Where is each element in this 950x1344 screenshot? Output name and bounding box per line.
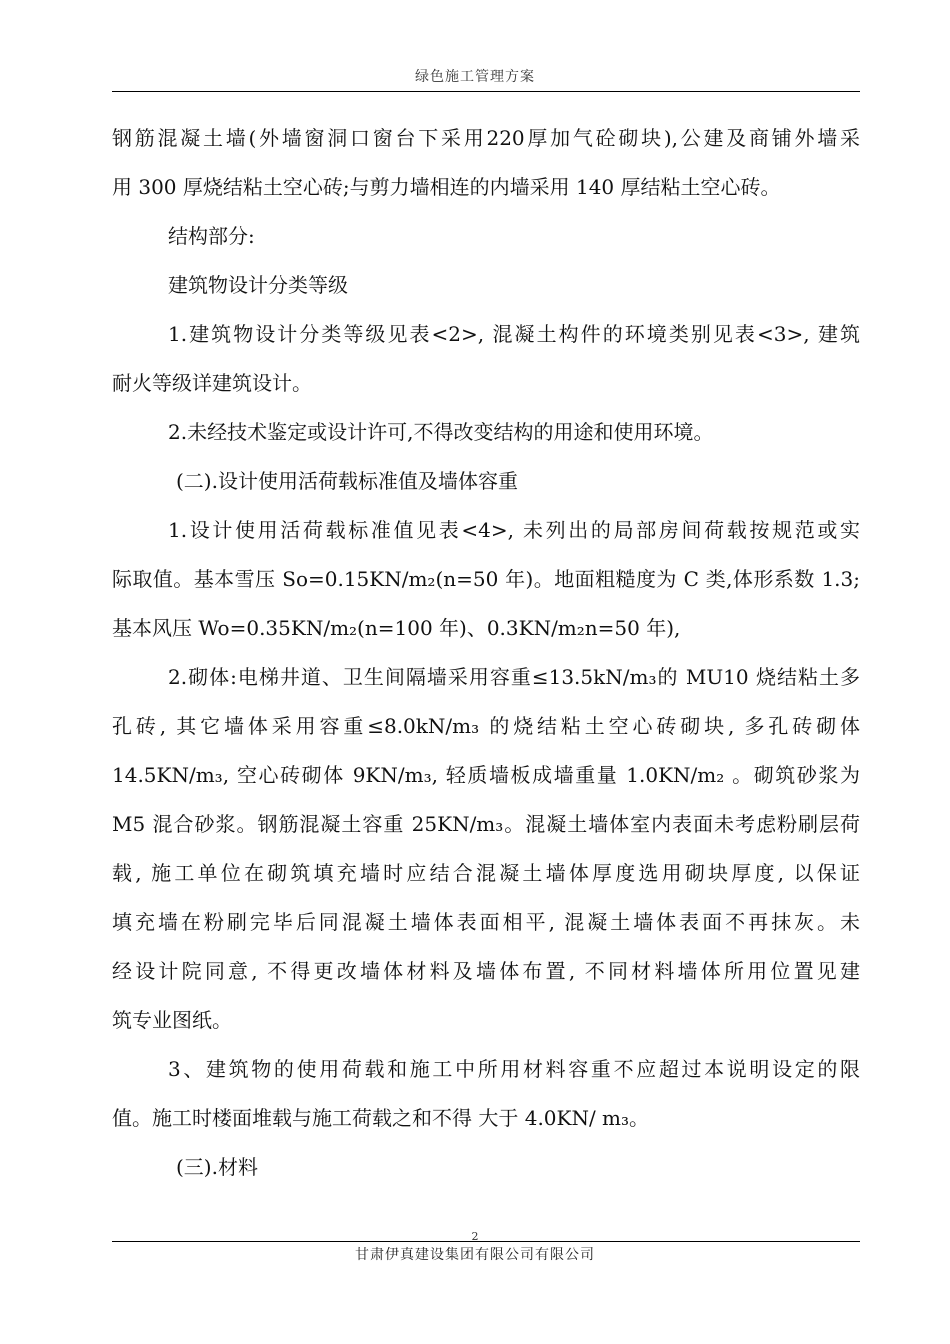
paragraph-line: 载, 施工单位在砌筑填充墙时应结合混凝土墙体厚度选用砌块厚度, 以保证 xyxy=(112,861,860,885)
paragraph-line: 筑专业图纸。 xyxy=(112,1008,232,1032)
paragraph-line: 经设计院同意, 不得更改墙体材料及墙体布置, 不同材料墙体所用位置见建 xyxy=(112,959,860,983)
footer-company-name: 甘肃伊真建设集团有限公司有限公司 xyxy=(355,1247,595,1263)
header-title: 绿色施工管理方案 xyxy=(415,69,535,85)
paragraph-line: 14.5KN/m₃, 空心砖砌体 9KN/m₃, 轻质墙板成墙重量 1.0KN/m₂ 。砌筑砂浆为 xyxy=(112,763,860,787)
section-heading: 建筑物设计分类等级 xyxy=(168,273,348,297)
paragraph-line: 1.建筑物设计分类等级见表<2>, 混凝土构件的环境类别见表<3>, 建筑 xyxy=(168,322,860,346)
paragraph-line: 耐火等级详建筑设计。 xyxy=(112,371,312,395)
section-heading: (二).设计使用活荷载标准值及墙体容重 xyxy=(176,469,518,493)
footer-divider xyxy=(112,1241,860,1242)
paragraph-line: 填充墙在粉刷完毕后同混凝土墙体表面相平, 混凝土墙体表面不再抹灰。未 xyxy=(112,910,860,934)
paragraph-line: 钢筋混凝土墙(外墙窗洞口窗台下采用220厚加气砼砌块),公建及商铺外墙采 xyxy=(112,126,860,150)
paragraph-line: 际取值。基本雪压 So=0.15KN/m₂(n=50 年)。地面粗糙度为 C 类,体形系数 1.3; xyxy=(112,567,860,591)
header-divider xyxy=(112,91,860,92)
section-heading: 结构部分: xyxy=(168,224,255,248)
document-body xyxy=(112,114,860,1192)
paragraph-line: M5 混合砂浆。钢筋混凝土容重 25KN/m₃。混凝土墙体室内表面未考虑粉刷层荷 xyxy=(112,812,860,836)
paragraph-line: 基本风压 Wo=0.35KN/m₂(n=100 年)、0.3KN/m₂n=50 年), xyxy=(112,616,681,640)
paragraph-line: 用 300 厚烧结粘土空心砖;与剪力墙相连的内墙采用 140 厚结粘土空心砖。 xyxy=(112,175,781,199)
paragraph-line: 2.未经技术鉴定或设计许可,不得改变结构的用途和使用环境。 xyxy=(168,420,714,444)
paragraph-line: 孔砖, 其它墙体采用容重≤8.0kN/m₃ 的烧结粘土空心砖砌块, 多孔砖砌体 xyxy=(112,714,860,738)
paragraph-line: 值。施工时楼面堆载与施工荷载之和不得 大于 4.0KN/ m₃。 xyxy=(112,1106,650,1130)
page-number: 2 xyxy=(471,1230,479,1243)
section-heading: (三).材料 xyxy=(176,1155,258,1179)
paragraph-line: 2.砌体:电梯井道、卫生间隔墙采用容重≤13.5kN/m₃的 MU10 烧结粘土多 xyxy=(168,665,860,689)
paragraph-line: 3、建筑物的使用荷载和施工中所用材料容重不应超过本说明设定的限 xyxy=(168,1057,860,1081)
paragraph-line: 1.设计使用活荷载标准值见表<4>, 未列出的局部房间荷载按规范或实 xyxy=(168,518,860,542)
